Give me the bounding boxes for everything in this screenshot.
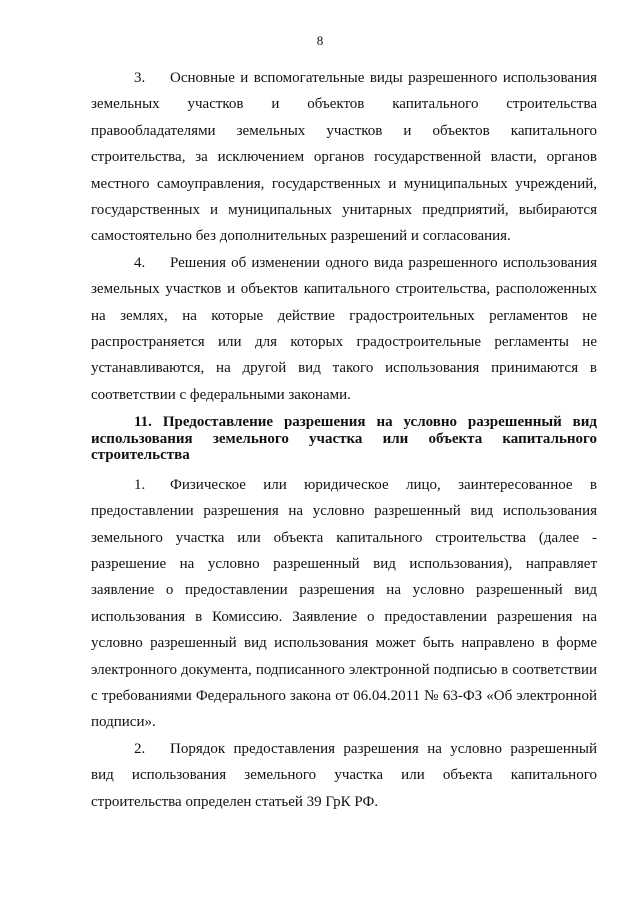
item-number: 4.: [134, 254, 146, 271]
item-text: Физическое или юридическое лицо, заинтересованное в предоставлении разрешения на условно разрешенный вид использования земельного участка или объекта капитального строительства (далее - разрешение на условно разрешенный вид использования), направляет заявление о предоставлении разрешения на условно разрешенный вид использования в Комиссию. Заявление о предоставлении разрешения на условно разрешенный вид использования может быть направлено в форме электронного документа, подписанного электронной подписью в соответствии с требованиями Федерального закона от 06.04.2011 № 63-ФЗ «Об электронной подписи».: [91, 476, 597, 731]
item-text: Решения об изменении одного вида разрешенного использования земельных участков и объектов капитального строительства, расположенных на землях, на которые действие градостроительных регламентов не распространяется или для которых градостроительные регламенты не устанавливаются, на другой вид такого использования принимаются в соответствии с федеральными законами.: [91, 254, 597, 403]
item-number: 3.: [134, 70, 146, 86]
paragraph-item-4: [91, 250, 597, 408]
section-heading: 11. Предоставление разрешения на условно разрешенный вид использования земельного участка или объекта капитального строительства: [91, 414, 597, 464]
paragraph-item-2: [91, 736, 597, 815]
paragraph-item-1: [91, 472, 597, 736]
page-number: 8: [316, 33, 324, 48]
page-content: [91, 65, 597, 815]
item-text: Порядок предоставления разрешения на условно разрешенный вид использования земельного участка или объекта капитального строительства определен статьей 39 ГрК РФ.: [91, 740, 597, 810]
item-number: 2.: [134, 740, 146, 757]
paragraph-item-3: [91, 65, 597, 250]
item-number: 1.: [134, 476, 146, 493]
item-text: Основные и вспомогательные виды разрешенного использования земельных участков и объектов капитального строительства правообладателями земельных участков и объектов капитального строительства, за исключением органов государственной власти, органов местного самоуправления, государственных и муниципальных учреждений, государственных и муниципальных унитарных предприятий, выбираются самостоятельно без дополнительных разрешений и согласования.: [91, 70, 597, 245]
